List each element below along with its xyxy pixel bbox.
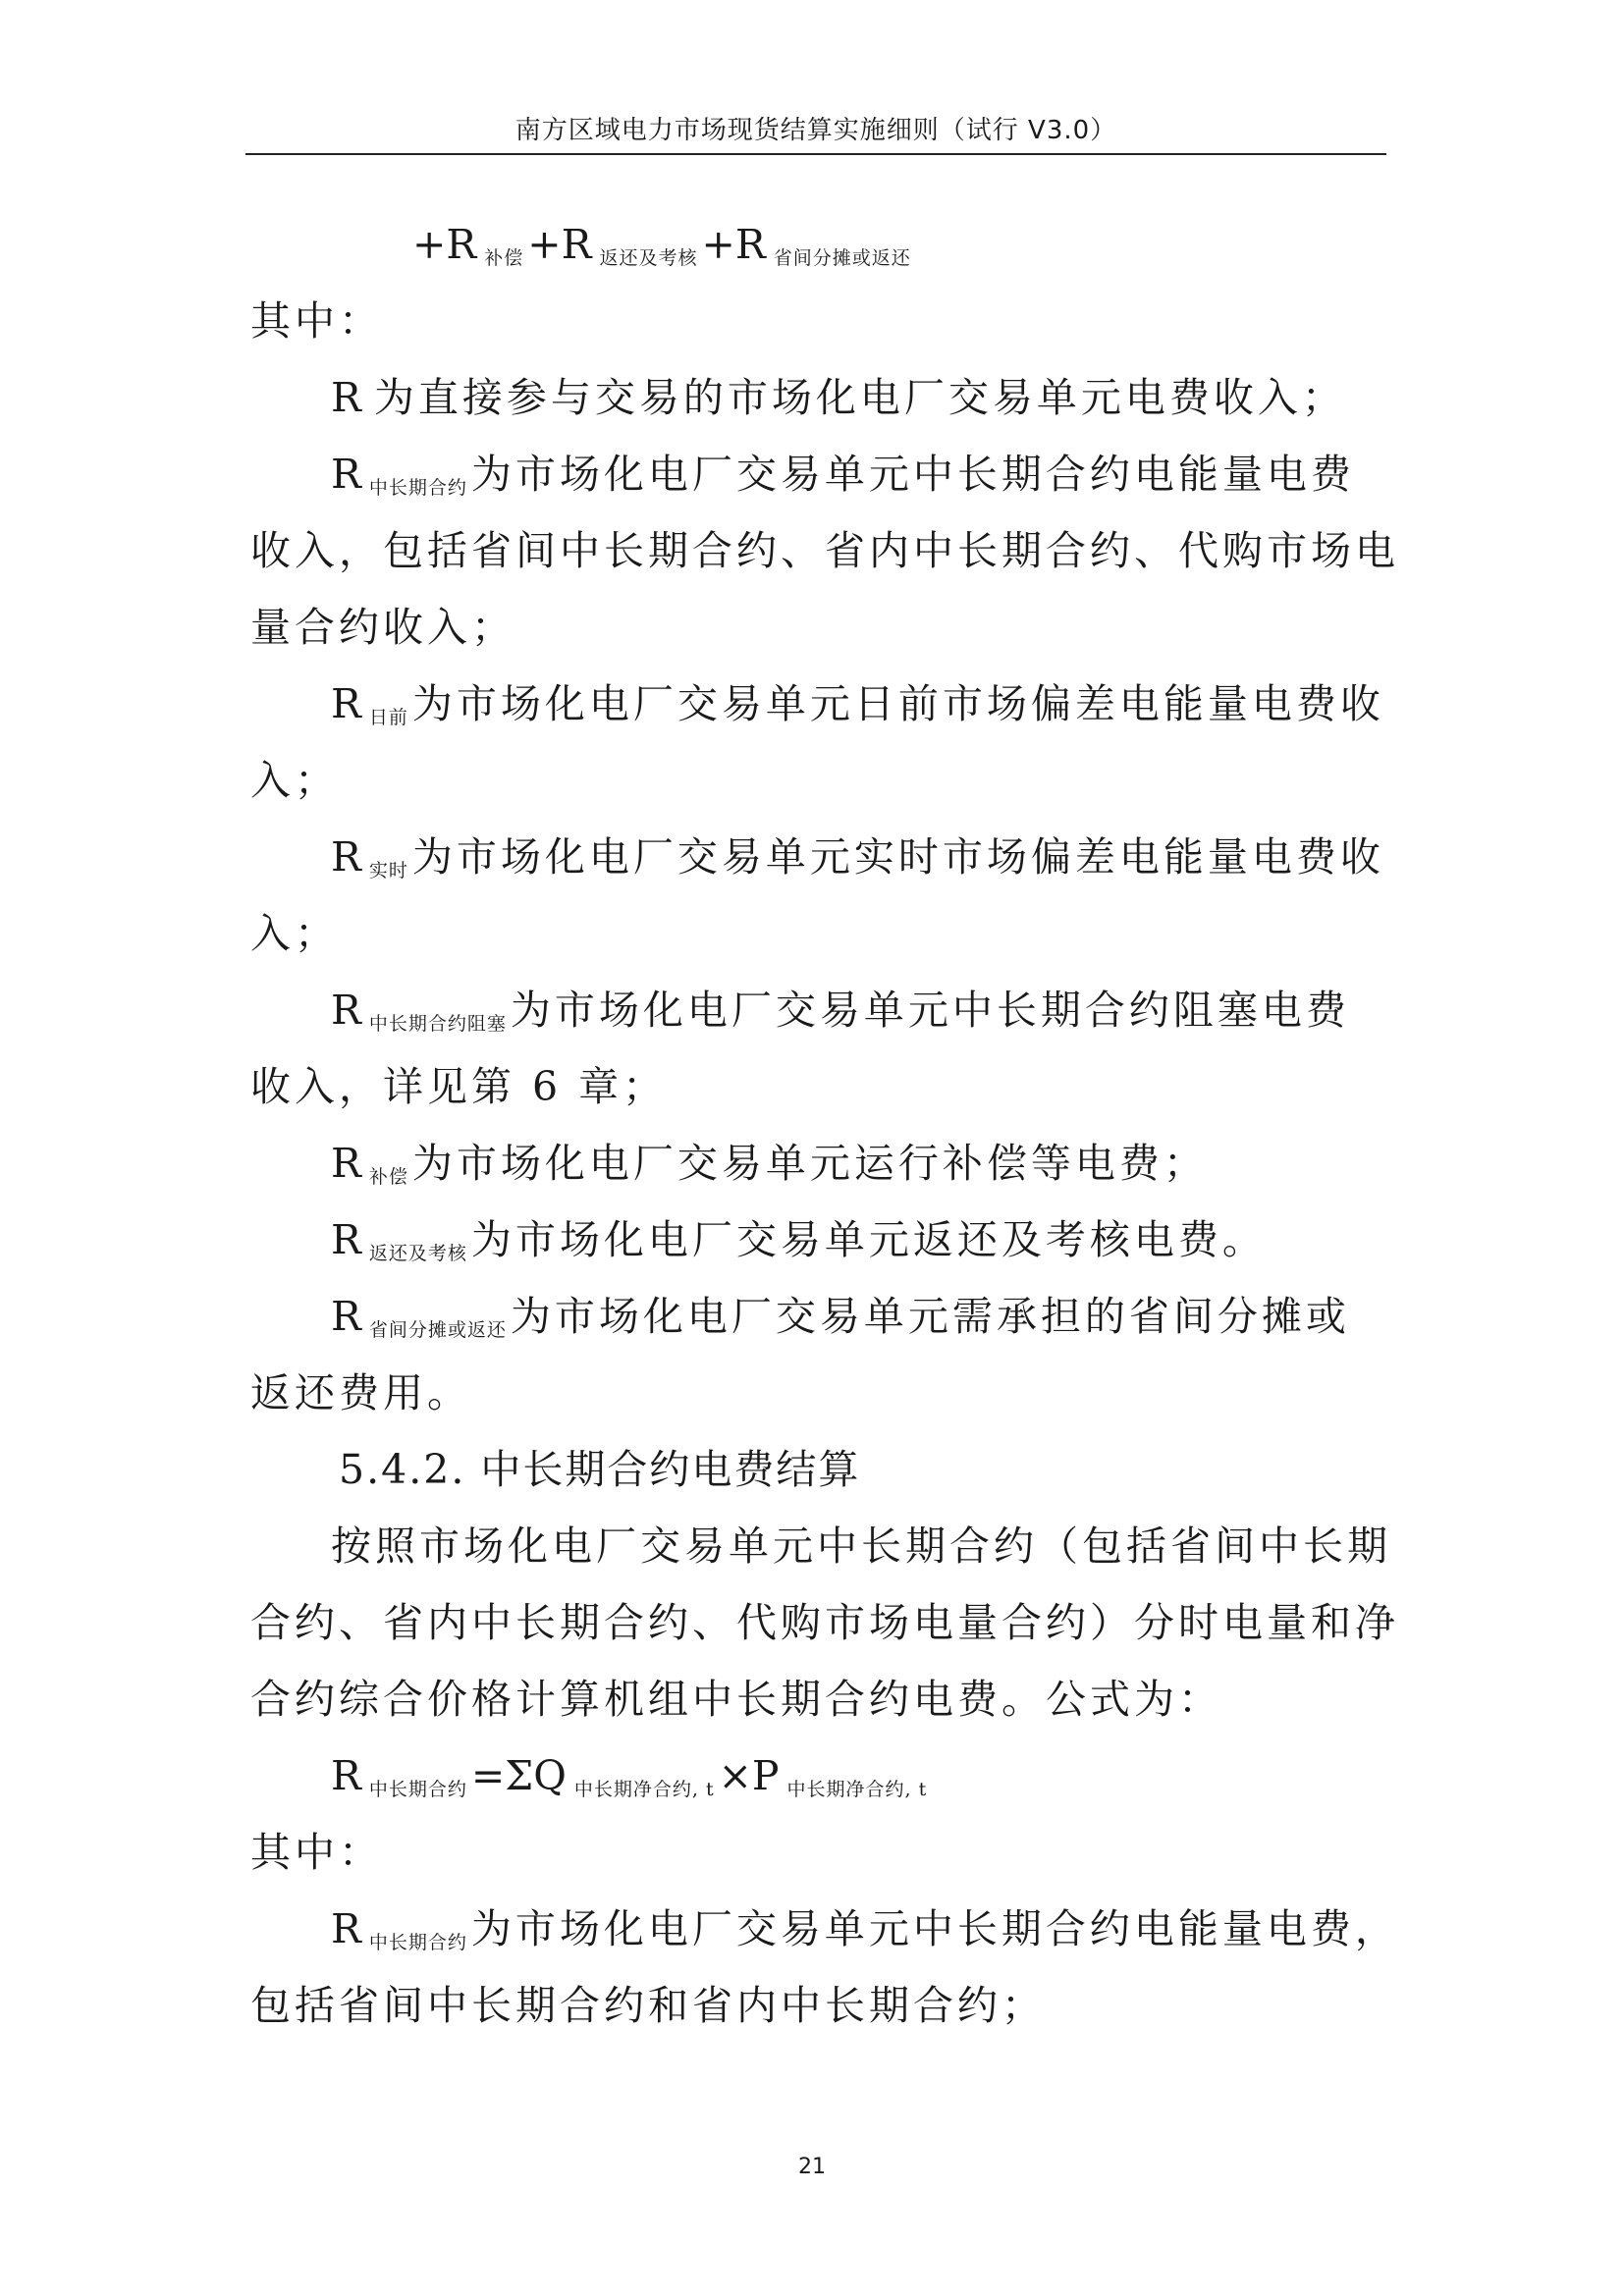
symbol: R [331, 1293, 361, 1340]
definition-text-line: 量合约收入； [250, 604, 515, 651]
symbol: R [331, 680, 361, 727]
definition-congestion [250, 972, 1389, 1048]
definition-text: 为市场化电厂交易单元实时市场偏差电能量电费收 [411, 833, 1384, 881]
formula-subscript: 中长期合约 [368, 1779, 467, 1800]
definition-text-line: 入； [250, 910, 339, 957]
symbol: R [331, 451, 361, 498]
symbol-subscript: 实时 [368, 860, 408, 881]
definition-text-line: 包括省间中长期合约和省内中长期合约； [250, 1982, 1046, 2029]
where-label: 其中： [250, 297, 383, 345]
formula-subscript: 中长期净合约, t [573, 1779, 715, 1800]
definition-text: 为市场化电厂交易单元需承担的省间分摊或 [510, 1293, 1350, 1340]
symbol-subscript: 中长期合约 [368, 1932, 467, 1953]
definition-share [250, 1278, 1389, 1355]
formula-operator: ×P [718, 1752, 780, 1799]
definition-mid-term [250, 436, 1389, 512]
symbol-subscript: 日前 [368, 707, 408, 728]
page-number: 21 [798, 2155, 826, 2179]
formula-term: +R [527, 221, 592, 268]
symbol: R [331, 1216, 361, 1263]
definition-text: 为市场化电厂交易单元运行补偿等电费； [411, 1140, 1208, 1187]
symbol-subscript: 中长期合约阻塞 [368, 1013, 507, 1035]
definition-text: 为市场化电厂交易单元中长期合约电能量电费， [470, 1905, 1399, 1952]
formula-subscript: 补偿 [484, 247, 524, 269]
definition-text: 为市场化电厂交易单元中长期合约阻塞电费 [510, 987, 1350, 1034]
definition-text-line: 收入，详见第 6 章； [250, 1063, 668, 1110]
formula-symbol: R [331, 1752, 361, 1799]
where-label: 其中： [250, 1829, 383, 1876]
page-header [245, 108, 1386, 155]
definition-return [250, 1201, 1389, 1278]
formula-term: +R [701, 221, 766, 268]
symbol: R [331, 1140, 361, 1187]
definition-compensation [250, 1125, 1389, 1201]
definition-text-line: 入； [250, 757, 339, 804]
symbol: R [331, 987, 361, 1034]
definition-text: 为市场化电厂交易单元日前市场偏差电能量电费收 [411, 680, 1384, 727]
formula-term: +R [412, 221, 477, 268]
definition-text-line: 返还费用。 [250, 1369, 471, 1416]
formula-subscript: 省间分摊或返还 [773, 247, 911, 269]
symbol: R [331, 374, 374, 421]
document-body [250, 206, 1399, 2044]
symbol-subscript: 中长期合约 [368, 477, 467, 499]
paragraph-line: 合约综合价格计算机组中长期合约电费。公式为： [250, 1676, 1222, 1723]
symbol-subscript: 补偿 [368, 1166, 408, 1188]
definition-text-line: 收入，包括省间中长期合约、省内中长期合约、代购市场电 [250, 527, 1399, 574]
definition-real-time [250, 819, 1389, 895]
definition-mid-term-2 [250, 1891, 1399, 1967]
formula-subscript: 返还及考核 [599, 247, 698, 269]
definition-text: 为市场化电厂交易单元返还及考核电费。 [470, 1216, 1267, 1263]
paragraph-line: 按照市场化电厂交易单元中长期合约（包括省间中长期 [331, 1522, 1391, 1570]
symbol: R [331, 833, 361, 881]
definition-text: 为市场化电厂交易单元中长期合约电能量电费 [470, 451, 1355, 498]
formula-mid-term-fee [250, 1737, 1389, 1814]
definition-r [250, 359, 1389, 436]
symbol: R [331, 1905, 361, 1952]
header-title: 南方区域电力市场现货结算实施细则（试行 V3.0） [514, 116, 1117, 145]
definition-day-ahead [250, 666, 1389, 742]
formula-operator: =ΣQ [470, 1752, 567, 1799]
paragraph-line: 合约、省内中长期合约、代购市场电量合约）分时电量和净 [250, 1599, 1399, 1646]
symbol-subscript: 返还及考核 [368, 1243, 467, 1264]
symbol-subscript: 省间分摊或返还 [368, 1319, 507, 1341]
formula-continuation [250, 206, 1389, 283]
section-heading: 5.4.2. 中长期合约电费结算 [339, 1446, 861, 1493]
formula-subscript: 中长期净合约, t [786, 1779, 928, 1800]
definition-text: 为直接参与交易的市场化电厂交易单元电费收入； [373, 374, 1346, 421]
